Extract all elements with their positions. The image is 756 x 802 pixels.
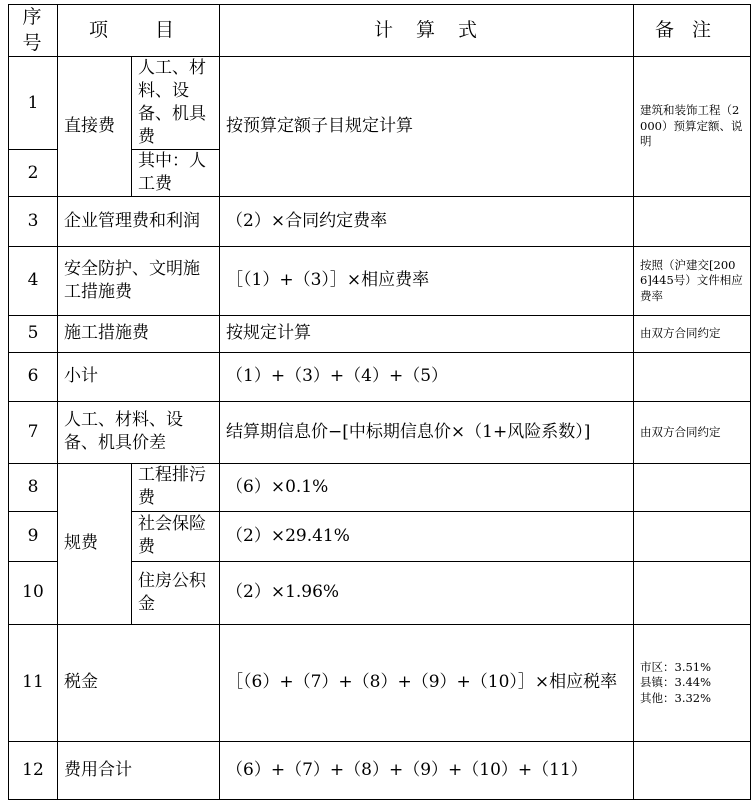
seq-cell: 8: [9, 463, 58, 511]
formula-cell: ［（6）+（7）+（8）+（9）+（10）］×相应税率: [220, 624, 634, 741]
header-note: [634, 5, 751, 57]
seq-cell: 4: [9, 246, 58, 315]
category-cell: 规费: [58, 463, 132, 624]
note-cell: 建筑和装饰工程（2000）预算定额、说明: [634, 57, 751, 197]
seq-cell: 3: [9, 196, 58, 246]
note-cell: [634, 196, 751, 246]
note-cell: [634, 741, 751, 799]
table-row: [9, 57, 751, 150]
item-cell: 施工措施费: [58, 315, 220, 352]
sub-item-cell: 人工、材料、设备、机具费: [132, 57, 220, 150]
tax-rate-county: 县镇：3.44%: [640, 675, 712, 690]
item-cell: 费用合计: [58, 741, 220, 799]
seq-cell: 11: [9, 624, 58, 741]
header-item: [58, 5, 220, 57]
sub-item-cell: 住房公积金: [132, 561, 220, 624]
note-cell: [634, 463, 751, 511]
seq-cell: 9: [9, 511, 58, 561]
item-cell: 人工、材料、设备、机具价差: [58, 401, 220, 463]
table-row: [9, 741, 751, 799]
seq-cell: 6: [9, 352, 58, 401]
sub-item-cell: 社会保险费: [132, 511, 220, 561]
formula-cell: （2）×1.96%: [220, 561, 634, 624]
formula-cell: （6）+（7）+（8）+（9）+（10）+（11）: [220, 741, 634, 799]
note-cell: [634, 352, 751, 401]
table-row: [9, 401, 751, 463]
formula-cell: （2）×29.41%: [220, 511, 634, 561]
note-cell: [634, 561, 751, 624]
note-cell: 按照（沪建交[2006]445号）文件相应费率: [634, 246, 751, 315]
fee-calculation-table: [8, 4, 751, 800]
seq-cell: 2: [9, 150, 58, 197]
header-formula-text: 计 算 式: [374, 18, 480, 41]
header-formula: [220, 5, 634, 57]
seq-cell: 10: [9, 561, 58, 624]
item-cell: 安全防护、文明施工措施费: [58, 246, 220, 315]
note-cell: 由双方合同约定: [634, 315, 751, 352]
formula-cell: 按预算定额子目规定计算: [220, 57, 634, 197]
sub-item-cell: 其中：人工费: [132, 150, 220, 197]
formula-cell: （1）+（3）+（4）+（5）: [220, 352, 634, 401]
category-cell: 直接费: [58, 57, 132, 197]
header-note-text: 备注: [655, 18, 730, 41]
formula-cell: 按规定计算: [220, 315, 634, 352]
tax-rate-urban: 市区：3.51%: [640, 659, 712, 674]
header-seq: 序号: [9, 5, 58, 57]
tax-rate-other: 其他：3.32%: [640, 690, 712, 705]
table-row: [9, 196, 751, 246]
item-cell: 小计: [58, 352, 220, 401]
formula-cell: （6）×0.1%: [220, 463, 634, 511]
table-row: [9, 463, 751, 511]
seq-cell: 7: [9, 401, 58, 463]
seq-cell: 1: [9, 57, 58, 150]
seq-cell: 12: [9, 741, 58, 799]
formula-cell: ［（1）+（3）］×相应费率: [220, 246, 634, 315]
table-row: [9, 315, 751, 352]
note-cell: [634, 511, 751, 561]
formula-cell: 结算期信息价−[中标期信息价×（1+风险系数）]: [220, 401, 634, 463]
note-cell: [634, 624, 751, 741]
table-row: [9, 352, 751, 401]
formula-cell: （2）×合同约定费率: [220, 196, 634, 246]
table-row: [9, 624, 751, 741]
seq-cell: 5: [9, 315, 58, 352]
item-cell: 税金: [58, 624, 220, 741]
note-cell: 由双方合同约定: [634, 401, 751, 463]
sub-item-cell: 工程排污费: [132, 463, 220, 511]
table-header-row: [9, 5, 751, 57]
item-cell: 企业管理费和利润: [58, 196, 220, 246]
header-item-text: 项 目: [89, 18, 189, 41]
table-row: [9, 246, 751, 315]
